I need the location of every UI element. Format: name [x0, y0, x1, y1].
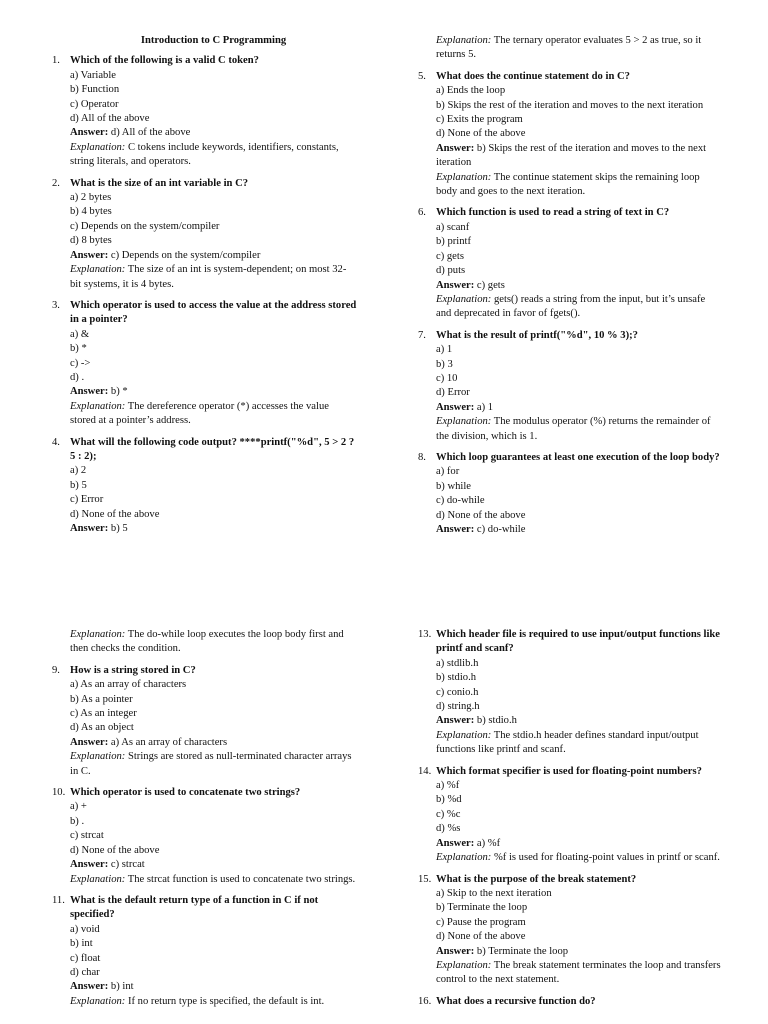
answer-line [436, 945, 723, 959]
question-number: 13. [418, 629, 432, 640]
question-text: Which function is used to read a string of text in C? [436, 207, 670, 219]
answer-option: a) Variable [70, 69, 116, 81]
question-body [418, 887, 723, 988]
question-item [418, 628, 723, 758]
question-heading [52, 664, 357, 678]
answer-line [70, 522, 357, 536]
explanation-label: Explanation: [436, 729, 492, 741]
explanation-label: Explanation: [436, 852, 492, 864]
explanation-line [436, 171, 723, 200]
answer-text: a) As an array of characters [110, 736, 228, 748]
answer-option: a) Ends the loop [436, 85, 506, 97]
answer-label: Answer: [436, 279, 475, 291]
question-list [52, 664, 357, 1009]
question-body [418, 465, 723, 537]
answer-option: c) Exits the program [436, 114, 523, 126]
question-item [418, 765, 723, 866]
answer-option: a) for [436, 466, 460, 478]
answer-option: c) 10 [436, 372, 458, 384]
answer-label: Answer: [70, 386, 109, 398]
question-body [52, 678, 357, 779]
answer-line [436, 279, 723, 293]
explanation-label: Explanation: [70, 873, 126, 885]
question-heading [418, 873, 723, 887]
explanation-line [70, 995, 357, 1009]
explanation-text: The strcat function is used to concatenate two strings. [127, 873, 356, 885]
question-text: What is the size of an int variable in C? [70, 177, 249, 189]
question-number: 3. [52, 299, 60, 311]
answer-option: a) scanf [436, 221, 470, 233]
answer-option: c) %c [436, 808, 461, 820]
question-heading [418, 329, 723, 343]
question-heading [52, 786, 357, 800]
question-item [418, 873, 723, 988]
question-item [52, 786, 357, 887]
question-text: What will the following code output? ****printf("%d", 5 > 2 ? 5 : 2); [70, 436, 355, 462]
question-text: Which operator is used to concatenate two strings? [70, 787, 301, 799]
question-text: What is the purpose of the break statement? [436, 873, 637, 885]
explanation-line [436, 959, 723, 988]
question-heading [418, 70, 723, 84]
answer-option: a) 2 bytes [70, 192, 112, 204]
question-body [418, 84, 723, 199]
answer-text: b) Terminate the loop [476, 945, 569, 957]
answer-label: Answer: [70, 127, 109, 139]
document-title: Introduction to C Programming [140, 35, 287, 46]
explanation-label: Explanation: [70, 751, 126, 763]
answer-option: d) As an object [70, 722, 134, 734]
question-body [418, 657, 723, 758]
answer-option: b) while [436, 480, 472, 492]
answer-text: b) stdio.h [476, 715, 517, 727]
explanation-text: If no return type is specified, the default is int. [127, 995, 325, 1007]
answer-option: d) . [70, 371, 85, 383]
explanation-text: Strings are stored as null-terminated character arrays in C. [70, 751, 352, 777]
answer-option: d) string.h [436, 701, 480, 713]
answer-label: Answer: [436, 715, 475, 727]
explanation-label: Explanation: [70, 141, 126, 153]
answer-option: d) None of the above [70, 844, 160, 856]
answer-option: d) None of the above [436, 931, 526, 943]
question-number: 16. [418, 995, 432, 1007]
question-heading [52, 299, 357, 328]
explanation-text: The break statement terminates the loop and transfers control to the next statement. [436, 959, 721, 986]
question-text: How is a string stored in C? [70, 664, 196, 676]
answer-text: b) Skips the rest of the iteration and moves to the next iteration [436, 142, 707, 169]
explanation-line [70, 400, 357, 429]
answer-option: b) %d [436, 794, 462, 806]
question-number: 9. [52, 664, 60, 676]
answer-line [436, 714, 723, 728]
question-list [418, 628, 723, 1009]
answer-option: c) -> [70, 357, 91, 369]
answer-label: Answer: [70, 981, 109, 993]
answer-line [70, 858, 357, 872]
answer-line [70, 126, 357, 140]
question-body [52, 923, 357, 1009]
question-number: 7. [418, 329, 426, 341]
question-item [418, 70, 723, 200]
question-text: What is the result of printf("%d", 10 % 3);? [436, 329, 638, 341]
answer-option: a) & [70, 328, 90, 340]
question-item [52, 54, 357, 169]
explanation-label: Explanation: [70, 995, 126, 1007]
question-number: 8. [418, 451, 426, 463]
explanation-text: The dereference operator (*) accesses the value stored at a pointer’s address. [70, 400, 329, 427]
question-list [52, 54, 357, 536]
answer-option: b) Terminate the loop [436, 902, 528, 914]
answer-option: c) gets [436, 250, 464, 262]
continued-explanation [52, 628, 357, 657]
answer-option: b) int [70, 938, 93, 950]
answer-option: c) Depends on the system/compiler [70, 220, 220, 232]
explanation-line [436, 293, 723, 322]
question-number: 1. [52, 55, 60, 67]
question-heading [418, 206, 723, 220]
explanation-label: Explanation: [436, 959, 492, 971]
answer-label: Answer: [436, 837, 475, 849]
question-number: 11. [52, 894, 65, 906]
answer-text: b) int [110, 981, 134, 993]
answer-option: a) 2 [70, 465, 87, 477]
explanation-label: Explanation: [70, 629, 126, 640]
answer-line [436, 837, 723, 851]
answer-option: b) . [70, 815, 85, 827]
page-2 [0, 575, 768, 1024]
explanation-label: Explanation: [70, 400, 126, 412]
question-text: Which loop guarantees at least one execution of the loop body? [436, 451, 720, 463]
question-heading [418, 765, 723, 779]
question-text: What does the continue statement do in C? [436, 70, 630, 82]
explanation-label: Explanation: [70, 264, 126, 276]
question-text: What does a recursive function do? [436, 995, 596, 1007]
explanation-text: The size of an int is system-dependent; on most 32-bit systems, it is 4 bytes. [70, 264, 347, 290]
answer-option: d) None of the above [436, 509, 526, 521]
question-number: 5. [418, 70, 426, 82]
question-body [52, 191, 357, 292]
answer-option: d) None of the above [70, 508, 160, 520]
question-number: 4. [52, 436, 60, 448]
answer-option: b) 5 [70, 479, 87, 491]
explanation-line [70, 873, 357, 887]
explanation-text: The modulus operator (%) returns the remainder of the division, which is 1. [436, 416, 711, 442]
answer-option: b) Skips the rest of the iteration and moves to the next iteration [436, 99, 704, 111]
answer-option: b) * [70, 343, 87, 355]
question-body [52, 800, 357, 886]
answer-option: a) %f [436, 780, 460, 792]
answer-line [70, 249, 357, 263]
question-text: Which header file is required to use input/output functions like printf and scanf? [436, 629, 721, 655]
explanation-text: C tokens include keywords, identifiers, constants, string literals, and operators. [70, 141, 339, 168]
answer-option: a) Skip to the next iteration [436, 887, 552, 899]
answer-option: c) Operator [70, 98, 119, 110]
answer-option: d) None of the above [436, 128, 526, 140]
page2-left-column [52, 628, 357, 1016]
question-item [418, 451, 723, 537]
question-text: Which operator is used to access the value at the address stored in a pointer? [70, 299, 357, 326]
answer-option: c) conio.h [436, 686, 479, 698]
answer-label: Answer: [70, 249, 109, 261]
question-heading [418, 628, 723, 657]
page1-right-column [418, 34, 723, 544]
question-heading [52, 177, 357, 191]
answer-label: Answer: [70, 523, 109, 534]
answer-label: Answer: [436, 401, 475, 413]
question-body [52, 69, 357, 170]
question-text: Which format specifier is used for floating-point numbers? [436, 765, 702, 777]
continued-explanation [418, 34, 723, 63]
answer-option: d) All of the above [70, 113, 150, 125]
answer-option: b) printf [436, 236, 472, 248]
answer-line [436, 523, 723, 537]
answer-option: b) 3 [436, 358, 453, 370]
answer-text: a) %f [476, 837, 501, 849]
answer-text: a) 1 [476, 401, 494, 413]
answer-option: a) void [70, 923, 100, 935]
question-number: 2. [52, 177, 60, 189]
explanation-text: The continue statement skips the remaining loop body and goes to the next iteration. [436, 171, 700, 198]
answer-option: a) + [70, 801, 87, 813]
explanation-line [436, 851, 723, 865]
question-item [52, 177, 357, 292]
question-number: 6. [418, 207, 426, 219]
answer-option: d) puts [436, 265, 466, 277]
answer-option: a) stdlib.h [436, 657, 479, 669]
answer-label: Answer: [436, 945, 475, 957]
answer-line [436, 401, 723, 415]
answer-option: a) As an array of characters [70, 679, 187, 691]
question-number: 10. [52, 787, 66, 799]
answer-option: c) do-while [436, 495, 485, 507]
answer-option: c) Error [70, 494, 104, 506]
question-heading [418, 451, 723, 465]
page2-right-column [418, 628, 723, 1016]
question-item [418, 329, 723, 444]
explanation-label: Explanation: [436, 35, 492, 46]
question-text: What is the default return type of a function in C if not specified? [70, 894, 319, 921]
explanation-line [70, 141, 357, 170]
answer-option: d) char [70, 966, 100, 978]
explanation-text: The stdio.h header defines standard input/output functions like printf and scanf. [436, 729, 699, 756]
answer-label: Answer: [436, 142, 475, 154]
explanation-line [436, 415, 723, 444]
answer-text: d) All of the above [110, 127, 191, 139]
question-body [52, 464, 357, 536]
answer-option: b) Function [70, 84, 120, 96]
answer-option: c) float [70, 952, 101, 964]
answer-option: b) stdio.h [436, 672, 477, 684]
explanation-text: The ternary operator evaluates 5 > 2 as true, so it returns 5. [436, 35, 702, 61]
explanation-label: Explanation: [436, 171, 492, 183]
answer-label: Answer: [70, 736, 109, 748]
answer-option: d) Error [436, 387, 470, 399]
question-body [418, 779, 723, 865]
explanation-text: gets() reads a string from the input, but it’s unsafe and deprecated in favor of fgets(). [436, 293, 706, 320]
answer-option: d) %s [436, 823, 461, 835]
answer-option: d) 8 bytes [70, 235, 112, 247]
question-item [418, 206, 723, 321]
answer-option: b) 4 bytes [70, 206, 112, 218]
question-list [418, 70, 723, 538]
question-number: 14. [418, 765, 432, 777]
answer-line [436, 142, 723, 171]
answer-text: b) * [110, 386, 128, 398]
question-heading [52, 54, 357, 68]
answer-line [70, 980, 357, 994]
answer-option: a) 1 [436, 344, 453, 356]
question-item [418, 995, 723, 1009]
question-body [52, 328, 357, 429]
question-heading [52, 894, 357, 923]
question-body [418, 343, 723, 444]
answer-text: b) 5 [110, 523, 128, 534]
answer-line [70, 385, 357, 399]
explanation-text: %f is used for floating-point values in printf or scanf. [493, 852, 720, 864]
answer-option: c) As an integer [70, 708, 137, 720]
question-heading [52, 436, 357, 465]
explanation-text: The do-while loop executes the loop body first and then checks the condition. [70, 629, 344, 655]
explanation-line [436, 729, 723, 758]
explanation-line [70, 750, 357, 779]
answer-label: Answer: [436, 524, 475, 535]
answer-text: c) do-while [476, 524, 526, 535]
answer-text: c) Depends on the system/compiler [110, 249, 261, 261]
answer-text: c) gets [476, 279, 505, 291]
answer-text: c) strcat [110, 859, 145, 871]
explanation-label: Explanation: [436, 416, 492, 428]
question-body [418, 221, 723, 322]
answer-label: Answer: [70, 859, 109, 871]
question-text: Which of the following is a valid C token? [70, 55, 259, 67]
explanation-label: Explanation: [436, 293, 492, 305]
answer-option: b) As a pointer [70, 693, 133, 705]
question-item [52, 436, 357, 537]
answer-line [70, 736, 357, 750]
question-number: 15. [418, 873, 432, 885]
explanation-line [70, 263, 357, 292]
question-item [52, 299, 357, 429]
answer-option: c) Pause the program [436, 916, 526, 928]
question-heading [418, 995, 723, 1009]
answer-option: c) strcat [70, 830, 104, 842]
question-item [52, 894, 357, 1009]
question-item [52, 664, 357, 779]
page1-left-column [52, 34, 357, 543]
